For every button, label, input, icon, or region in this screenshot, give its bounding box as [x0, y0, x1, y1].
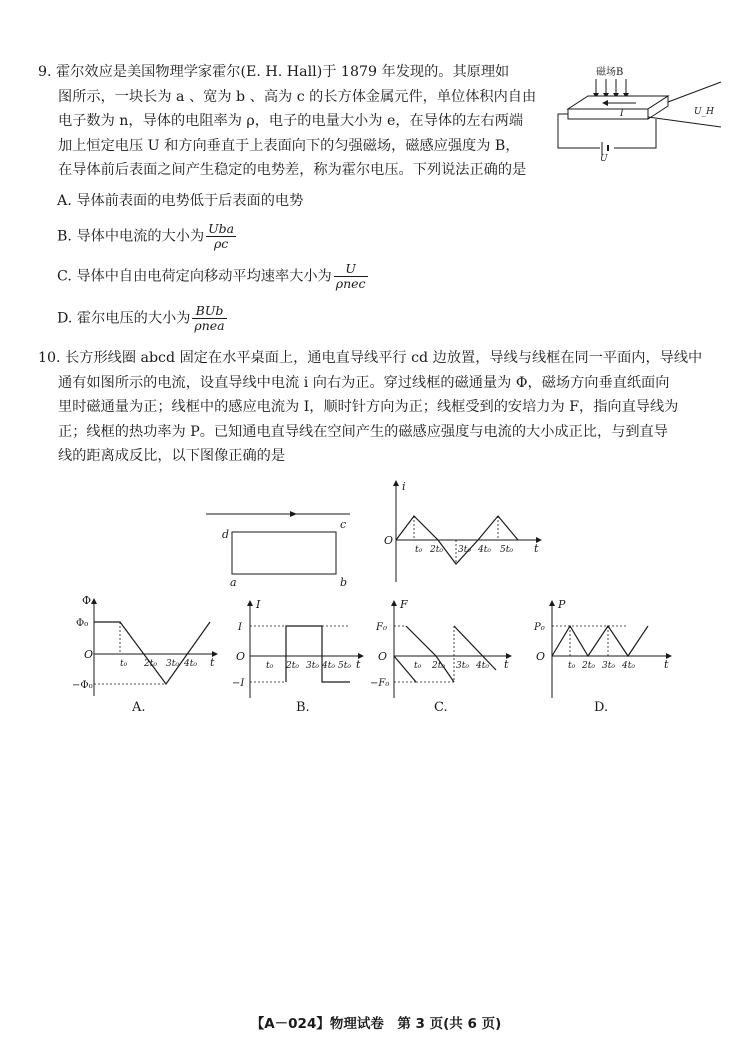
tick-4t0: 4t₀ [622, 661, 635, 671]
corner-b: b [340, 576, 348, 589]
coil-figure [200, 500, 360, 590]
q9-line-5: 在导体前后表面之间产生稳定的电势差，称为霍尔电压。下列说法正确的是 [58, 162, 527, 178]
tick-2t0: 2t₀ [144, 659, 157, 669]
tick-3t0: 3t₀ [166, 659, 179, 669]
q9-line-2: 图所示，一块长为 a 、宽为 b 、高为 c 的长方体金属元件，单位体积内自由 [58, 88, 537, 105]
question-9 [38, 60, 548, 183]
q10-line-5: 线的距离成反比，以下图像正确的是 [58, 448, 286, 464]
q9-option-b-text: B. 导体中电流的大小为 [57, 228, 205, 245]
ymin-label: −Φ₀ [72, 680, 93, 691]
q10-line-4: 正；线框的热功率为 P。已知通电直导线在空间产生的磁感应强度与电流的大小成正比，与到直导 [58, 423, 668, 440]
graph-b [230, 598, 370, 702]
corner-c: c [340, 518, 347, 531]
P-curve [552, 626, 648, 656]
graph-c [370, 598, 520, 702]
axis-label-t: t [534, 542, 539, 555]
ymin-label: −F₀ [370, 678, 390, 689]
F-curve-1 [406, 626, 454, 682]
ymax-label: I [238, 622, 242, 633]
caption-a: A. [132, 700, 146, 715]
q10-line-2: 通有如图所示的电流，设直导线中电流 i 向右为正。穿过线框的磁通量为 Φ，磁场方向垂直纸面向 [58, 374, 670, 391]
tick-t0: t₀ [568, 661, 576, 671]
q9-option-c-text: C. 导体中自由电荷定向移动平均速率大小为 [57, 268, 332, 285]
tick-t0: t₀ [266, 661, 274, 671]
caption-d: D. [594, 700, 609, 715]
origin-label: O [536, 650, 546, 663]
tick-t0: t₀ [120, 659, 128, 669]
block-front [568, 109, 648, 119]
tick-3t0: 3t₀ [458, 545, 471, 555]
graph-i-t [378, 478, 548, 588]
q9-option-c-fraction [334, 262, 368, 291]
field-label: 磁场B [596, 67, 624, 78]
I-curve [286, 626, 350, 682]
fraction-numerator: Uba [208, 221, 235, 236]
tick-3t0: 3t₀ [602, 661, 615, 671]
fraction-numerator: U [334, 262, 368, 277]
axis-label-i: i [402, 480, 406, 493]
hall-effect-figure [556, 62, 726, 162]
caption-b: B. [296, 700, 310, 715]
q9-option-d [57, 304, 227, 333]
corner-d: d [222, 528, 230, 541]
q9-option-b-fraction [206, 222, 236, 251]
axis-label-P: P [558, 598, 566, 611]
F-curve-0 [394, 656, 416, 682]
q9-line-3: 电子数为 n，导体的电阻率为 ρ，电子的电量大小为 e，在导体的左右两端 [58, 113, 524, 129]
tick-3t0: 3t₀ [456, 661, 469, 671]
fraction-denominator: ρnec [335, 276, 366, 291]
tick-5t0: 5t₀ [338, 661, 351, 671]
axis-label-t: t [664, 658, 669, 671]
corner-a: a [230, 576, 237, 589]
axis-label-t: t [504, 658, 509, 671]
axis-label-I: I [256, 598, 261, 611]
q9-option-a: A. 导体前表面的电势低于后表面的电势 [57, 193, 304, 209]
fraction-numerator: BUb [192, 304, 226, 319]
coil-rect [232, 532, 336, 574]
q10-line-1: 10. 长方形线圈 abcd 固定在水平桌面上，通电直导线平行 cd 边放置，导线与线框在同一平面内，导线中 [38, 350, 703, 366]
wire-arrow [290, 511, 297, 517]
tick-4t0: 4t₀ [476, 661, 489, 671]
question-10 [38, 346, 714, 469]
tick-4t0: 4t₀ [322, 661, 335, 671]
origin-label: O [378, 650, 388, 663]
axis-label-F: F [400, 598, 408, 611]
origin-label: O [236, 650, 246, 663]
origin-label: O [84, 648, 94, 661]
hall-voltage-label: U_H [694, 107, 714, 117]
ymax-label: P₀ [534, 622, 545, 633]
page-footer: 【A－024】物理试卷 第 3 页(共 6 页) [250, 1016, 502, 1032]
tick-2t0: 2t₀ [582, 661, 595, 671]
tick-2t0: 2t₀ [432, 661, 445, 671]
q9-option-d-fraction [192, 304, 226, 333]
q9-option-b [57, 222, 236, 251]
caption-c: C. [434, 700, 448, 715]
ymax-label: F₀ [376, 622, 387, 633]
current-label: I [620, 109, 624, 119]
graph-a [72, 592, 222, 702]
axis-label-phi: Φ [82, 594, 92, 607]
tick-5t0: 5t₀ [500, 545, 513, 555]
q9-option-c [57, 262, 368, 291]
tick-3t0: 3t₀ [306, 661, 319, 671]
tick-t0: t₀ [414, 661, 422, 671]
axis-label-t: t [210, 656, 215, 669]
tick-4t0: 4t₀ [478, 545, 491, 555]
q10-line-3: 里时磁通量为正；线框中的感应电流为 I，顺时针方向为正；线框受到的安培力为 F，指向直导线为 [58, 399, 679, 415]
tick-4t0: 4t₀ [184, 659, 197, 669]
graph-d [532, 598, 682, 702]
phi-curve [94, 622, 210, 684]
tick-2t0: 2t₀ [286, 661, 299, 671]
origin-label: O [384, 534, 394, 547]
ymin-label: −I [232, 678, 245, 689]
fraction-denominator: ρnea [194, 318, 225, 333]
q9-line-4: 加上恒定电压 U 和方向垂直于上表面向下的匀强磁场，磁感应强度为 B， [58, 137, 520, 154]
field-arrows [596, 79, 626, 96]
ymax-label: Φ₀ [76, 618, 89, 629]
q9-line-1: 9. 霍尔效应是美国物理学家霍尔(E. H. Hall)于 1879 年发现的。其原理如 [38, 64, 510, 80]
fraction-denominator: ρc [213, 236, 229, 251]
voltage-label: U [600, 154, 608, 162]
axis-label-t: t [356, 658, 361, 671]
tick-2t0: 2t₀ [430, 545, 443, 555]
tick-t0: t₀ [415, 545, 423, 555]
q9-option-d-text: D. 霍尔电压的大小为 [57, 310, 191, 327]
